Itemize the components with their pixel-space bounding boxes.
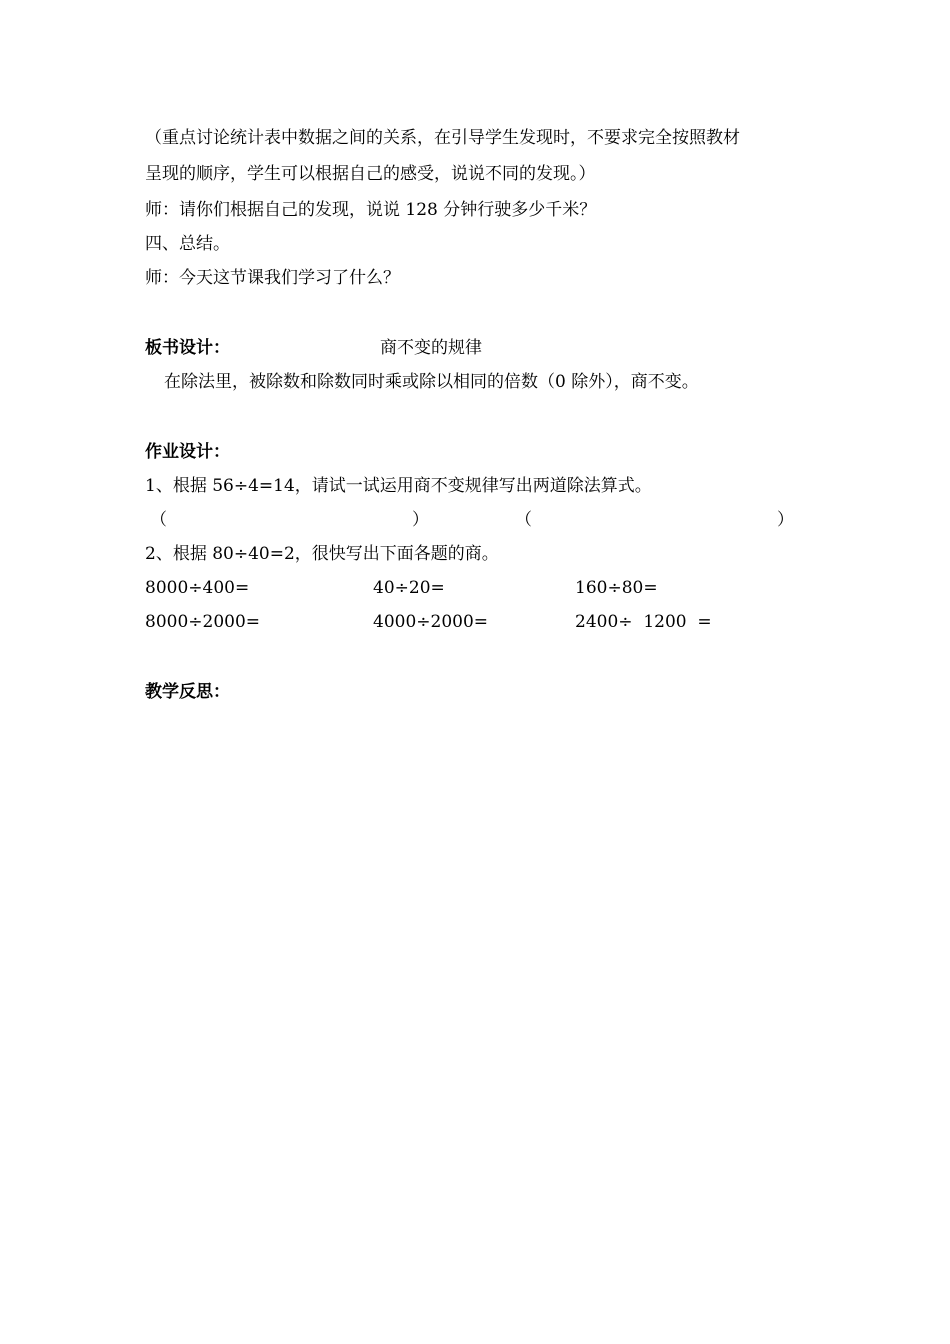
reflection-label: 教学反思： <box>145 682 230 702</box>
homework-label: 作业设计： <box>145 442 230 462</box>
homework-question-1: 1、根据 56÷4=14，请试一试运用商不变规律写出两道除法算式。 <box>145 476 652 496</box>
exercise-r2-c1: 8000÷2000= <box>145 612 261 632</box>
note-line-1: （重点讨论统计表中数据之间的关系，在引导学生发现时，不要求完全按照教材 <box>145 128 740 148</box>
answer-blank-2-open: （ <box>515 510 532 530</box>
teacher-question: 师：请你们根据自己的发现，说说 128 分钟行驶多少千米？ <box>145 200 597 220</box>
note-line-2: 呈现的顺序，学生可以根据自己的感受，说说不同的发现。） <box>145 164 596 184</box>
board-design-label: 板书设计： <box>145 338 230 358</box>
answer-blank-1-open: （ <box>150 510 167 530</box>
exercise-r1-c2: 40÷20= <box>373 578 445 598</box>
exercise-r2-c3: 2400÷ 1200 = <box>575 612 712 632</box>
homework-question-2: 2、根据 80÷40=2，很快写出下面各题的商。 <box>145 544 499 564</box>
exercise-r1-c3: 160÷80= <box>575 578 658 598</box>
exercise-r2-c2: 4000÷2000= <box>373 612 489 632</box>
board-title: 商不变的规律 <box>380 338 482 358</box>
teacher-summary: 师：今天这节课我们学习了什么？ <box>145 268 400 288</box>
summary-heading: 四、总结。 <box>145 234 230 254</box>
board-rule: 在除法里，被除数和除数同时乘或除以相同的倍数（0 除外），商不变。 <box>164 372 699 392</box>
answer-blank-2-close: ） <box>777 510 794 530</box>
exercise-r1-c1: 8000÷400= <box>145 578 250 598</box>
answer-blank-1-close: ） <box>412 510 429 530</box>
